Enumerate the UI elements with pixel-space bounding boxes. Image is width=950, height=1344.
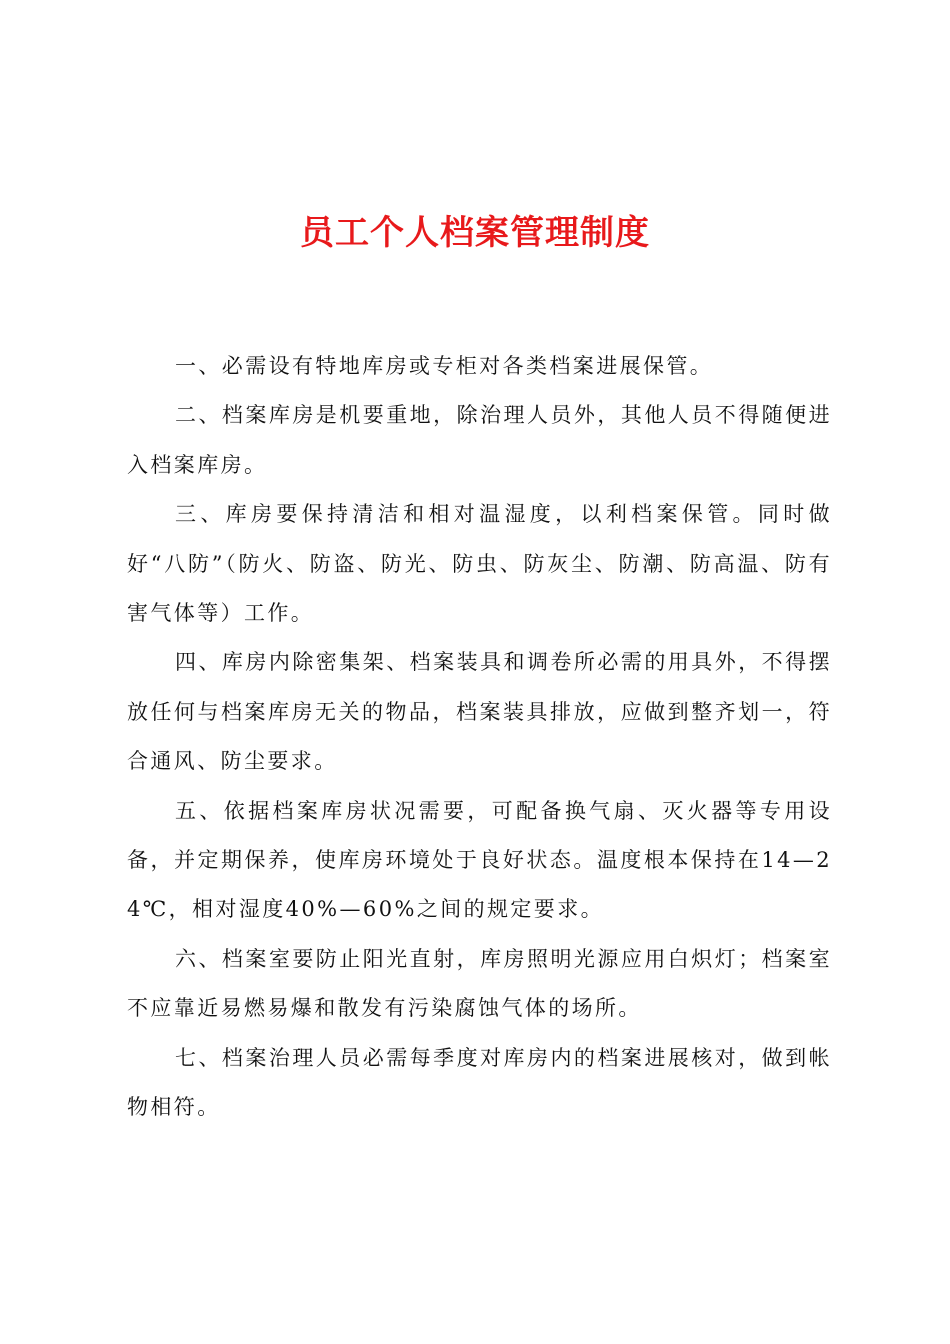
document-title: 员工个人档案管理制度 [300,213,650,253]
paragraph-5: 五、依据档案库房状况需要，可配备换气扇、灭火器等专用设备，并定期保养，使库房环境处于良好状态。温度根本保持在14—24℃，相对湿度40%—60%之间的规定要求。 [127,798,832,922]
paragraph-4: 四、库房内除密集架、档案装具和调卷所必需的用具外，不得摆放任何与档案库房无关的物品，档案装具排放，应做到整齐划一，符合通风、防尘要求。 [127,650,832,774]
paragraph-1: 一、必需设有特地库房或专柜对各类档案进展保管。 [175,354,714,378]
paragraph-2: 二、档案库房是机要重地，除治理人员外，其他人员不得随便进入档案库房。 [127,403,832,477]
paragraph-6: 六、档案室要防止阳光直射，库房照明光源应用白炽灯；档案室不应靠近易燃易爆和散发有污染腐蚀气体的场所。 [127,946,832,1021]
paragraph-3: 三、库房要保持清洁和相对温湿度，以利档案保管。同时做好“八防”（防火、防盗、防光、防虫、防灰尘、防潮、防高温、防有害气体等）工作。 [127,502,832,626]
document-body [127,342,832,1133]
paragraph-7: 七、档案治理人员必需每季度对库房内的档案进展核对，做到帐物相符。 [127,1045,832,1120]
